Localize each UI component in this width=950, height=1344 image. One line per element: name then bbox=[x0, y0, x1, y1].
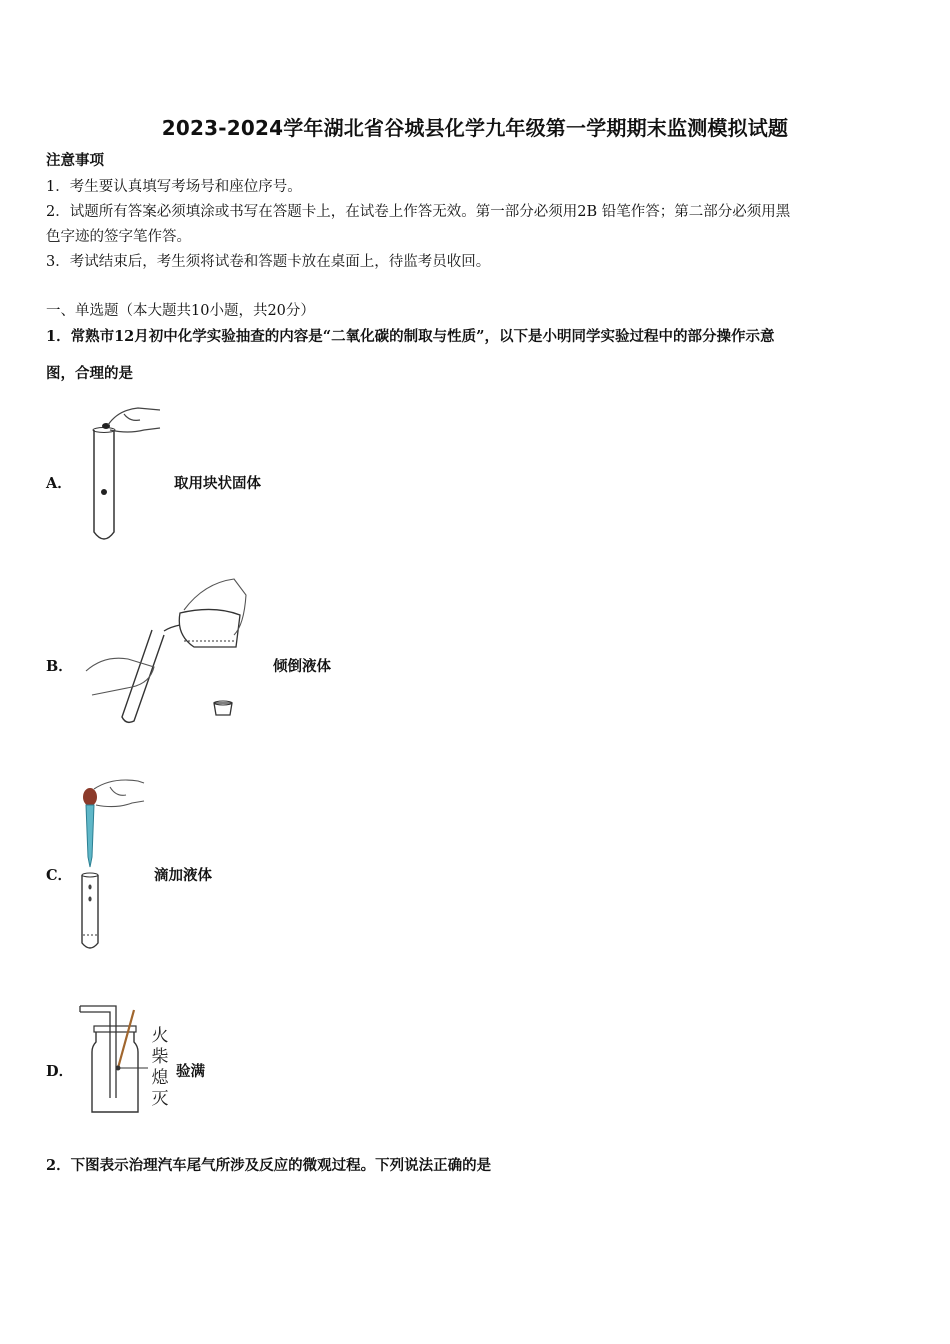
option-d-text: 验满 bbox=[176, 1063, 205, 1080]
option-c-text: 滴加液体 bbox=[154, 867, 212, 884]
option-c-label: C． bbox=[46, 867, 73, 884]
page-title: 2023-2024学年湖北省谷城县化学九年级第一学期期末监测模拟试题 bbox=[161, 116, 789, 140]
notice-item-1: 1．考生要认真填写考场号和座位序号。 bbox=[46, 179, 302, 195]
option-a-figure bbox=[88, 400, 168, 545]
q1-stem-line2: 图，合理的是 bbox=[46, 365, 133, 382]
notice-heading: 注意事项 bbox=[46, 152, 104, 169]
option-c-figure bbox=[76, 775, 156, 955]
notice-item-3: 3．考试结束后，考生须将试卷和答题卡放在桌面上，待监考员收回。 bbox=[46, 254, 491, 270]
match-label-char-3: 熄 bbox=[151, 1068, 169, 1088]
option-a-label: A． bbox=[46, 475, 72, 492]
option-b-figure bbox=[84, 575, 254, 730]
option-d-figure bbox=[78, 1002, 150, 1120]
section-heading: 一、单选题（本大题共10小题，共20分） bbox=[46, 303, 315, 319]
q1-stem-line1: 1．常熟市12月初中化学实验抽查的内容是“二氧化碳的制取与性质”，以下是小明同学实验过程中的部分操作示意 bbox=[46, 328, 775, 345]
match-label-char-4: 灭 bbox=[151, 1089, 169, 1109]
match-label-char-1: 火 bbox=[151, 1026, 169, 1046]
option-a-text: 取用块状固体 bbox=[174, 475, 261, 492]
match-label-char-2: 柴 bbox=[151, 1047, 169, 1067]
q2-stem: 2．下图表示治理汽车尾气所涉及反应的微观过程。下列说法正确的是 bbox=[46, 1157, 492, 1174]
match-extinguished-label bbox=[150, 1026, 170, 1110]
option-b-text: 倾倒液体 bbox=[273, 658, 331, 675]
notice-item-2: 2．试题所有答案必须填涂或书写在答题卡上，在试卷上作答无效。第一部分必须用2B 铅笔作答；第二部分必须用黑 bbox=[46, 204, 791, 220]
option-d-label: D． bbox=[46, 1063, 74, 1080]
notice-item-2-cont: 色字迹的签字笔作答。 bbox=[46, 229, 191, 245]
option-b-label: B． bbox=[46, 658, 73, 675]
